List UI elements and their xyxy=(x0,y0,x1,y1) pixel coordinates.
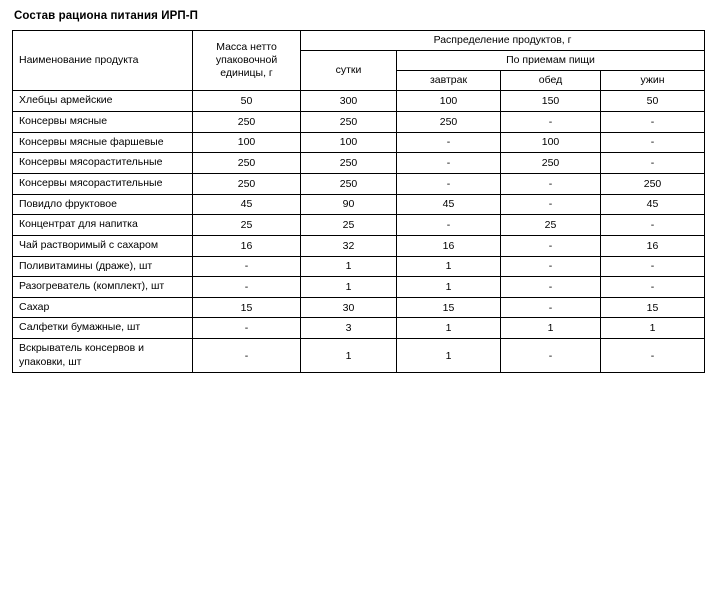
cell-product-name: Хлебцы армейские xyxy=(13,91,193,112)
cell-breakfast: - xyxy=(397,215,501,236)
column-header-net-mass: Масса нетто упаковочной единицы, г xyxy=(193,31,301,91)
cell-per-day: 90 xyxy=(301,194,397,215)
cell-dinner: - xyxy=(601,339,705,373)
cell-breakfast: 1 xyxy=(397,277,501,298)
table-row xyxy=(13,277,705,298)
cell-lunch: 250 xyxy=(501,153,601,174)
cell-lunch: - xyxy=(501,277,601,298)
cell-per-day: 3 xyxy=(301,318,397,339)
column-header-lunch: обед xyxy=(501,71,601,91)
table-header xyxy=(13,31,705,91)
cell-product-name: Поливитамины (драже), шт xyxy=(13,256,193,277)
cell-product-name: Консервы мясорастительные xyxy=(13,153,193,174)
cell-breakfast: 45 xyxy=(397,194,501,215)
cell-per-day: 1 xyxy=(301,256,397,277)
cell-breakfast: - xyxy=(397,132,501,153)
cell-lunch: 25 xyxy=(501,215,601,236)
cell-dinner: - xyxy=(601,277,705,298)
table-row xyxy=(13,297,705,318)
cell-lunch: - xyxy=(501,235,601,256)
cell-product-name: Повидло фруктовое xyxy=(13,194,193,215)
table-row xyxy=(13,318,705,339)
table-row xyxy=(13,339,705,373)
cell-per-day: 250 xyxy=(301,173,397,194)
table-row xyxy=(13,215,705,236)
cell-net-mass: 250 xyxy=(193,153,301,174)
column-header-dinner: ужин xyxy=(601,71,705,91)
cell-lunch: - xyxy=(501,194,601,215)
cell-net-mass: - xyxy=(193,339,301,373)
table-row xyxy=(13,194,705,215)
cell-product-name: Консервы мясорастительные xyxy=(13,173,193,194)
cell-per-day: 30 xyxy=(301,297,397,318)
cell-lunch: 150 xyxy=(501,91,601,112)
cell-dinner: 45 xyxy=(601,194,705,215)
cell-breakfast: 1 xyxy=(397,339,501,373)
cell-per-day: 100 xyxy=(301,132,397,153)
cell-breakfast: - xyxy=(397,173,501,194)
cell-breakfast: 100 xyxy=(397,91,501,112)
cell-dinner: - xyxy=(601,153,705,174)
cell-net-mass: 45 xyxy=(193,194,301,215)
cell-net-mass: - xyxy=(193,277,301,298)
cell-per-day: 250 xyxy=(301,153,397,174)
cell-net-mass: 250 xyxy=(193,173,301,194)
cell-net-mass: - xyxy=(193,318,301,339)
cell-per-day: 1 xyxy=(301,277,397,298)
cell-dinner: 1 xyxy=(601,318,705,339)
page-title: Состав рациона питания ИРП-П xyxy=(14,10,199,22)
cell-product-name: Салфетки бумажные, шт xyxy=(13,318,193,339)
table-row xyxy=(13,132,705,153)
cell-lunch: - xyxy=(501,256,601,277)
cell-net-mass: 100 xyxy=(193,132,301,153)
cell-lunch: - xyxy=(501,173,601,194)
cell-breakfast: 250 xyxy=(397,112,501,133)
cell-dinner: - xyxy=(601,132,705,153)
cell-per-day: 1 xyxy=(301,339,397,373)
cell-dinner: 16 xyxy=(601,235,705,256)
cell-product-name: Разогреватель (комплект), шт xyxy=(13,277,193,298)
cell-net-mass: - xyxy=(193,256,301,277)
table-row xyxy=(13,173,705,194)
table-header-row-1 xyxy=(13,31,705,51)
cell-product-name: Сахар xyxy=(13,297,193,318)
column-header-product-name: Наименование продукта xyxy=(13,31,193,91)
cell-product-name: Консервы мясные xyxy=(13,112,193,133)
column-header-breakfast: завтрак xyxy=(397,71,501,91)
cell-breakfast: 15 xyxy=(397,297,501,318)
cell-breakfast: - xyxy=(397,153,501,174)
cell-net-mass: 16 xyxy=(193,235,301,256)
cell-breakfast: 16 xyxy=(397,235,501,256)
cell-net-mass: 250 xyxy=(193,112,301,133)
cell-dinner: 250 xyxy=(601,173,705,194)
cell-product-name: Вскрыватель консервов и упаковки, шт xyxy=(13,339,193,373)
column-header-distribution: Распределение продуктов, г xyxy=(301,31,705,51)
cell-product-name: Чай растворимый с сахаром xyxy=(13,235,193,256)
table-row xyxy=(13,256,705,277)
cell-per-day: 250 xyxy=(301,112,397,133)
table-row xyxy=(13,112,705,133)
cell-net-mass: 50 xyxy=(193,91,301,112)
cell-net-mass: 15 xyxy=(193,297,301,318)
cell-lunch: - xyxy=(501,297,601,318)
table-body xyxy=(13,91,705,373)
cell-lunch: - xyxy=(501,112,601,133)
column-header-per-day: сутки xyxy=(301,51,397,91)
table-row xyxy=(13,235,705,256)
table-row xyxy=(13,153,705,174)
cell-per-day: 32 xyxy=(301,235,397,256)
cell-dinner: - xyxy=(601,256,705,277)
cell-dinner: 15 xyxy=(601,297,705,318)
cell-per-day: 300 xyxy=(301,91,397,112)
cell-dinner: - xyxy=(601,215,705,236)
ration-composition-table xyxy=(12,30,705,373)
cell-lunch: 100 xyxy=(501,132,601,153)
cell-net-mass: 25 xyxy=(193,215,301,236)
cell-per-day: 25 xyxy=(301,215,397,236)
cell-product-name: Концентрат для напитка xyxy=(13,215,193,236)
table-row xyxy=(13,91,705,112)
column-header-by-meals: По приемам пищи xyxy=(397,51,705,71)
cell-breakfast: 1 xyxy=(397,318,501,339)
cell-breakfast: 1 xyxy=(397,256,501,277)
cell-dinner: 50 xyxy=(601,91,705,112)
cell-product-name: Консервы мясные фаршевые xyxy=(13,132,193,153)
cell-dinner: - xyxy=(601,112,705,133)
cell-lunch: - xyxy=(501,339,601,373)
cell-lunch: 1 xyxy=(501,318,601,339)
